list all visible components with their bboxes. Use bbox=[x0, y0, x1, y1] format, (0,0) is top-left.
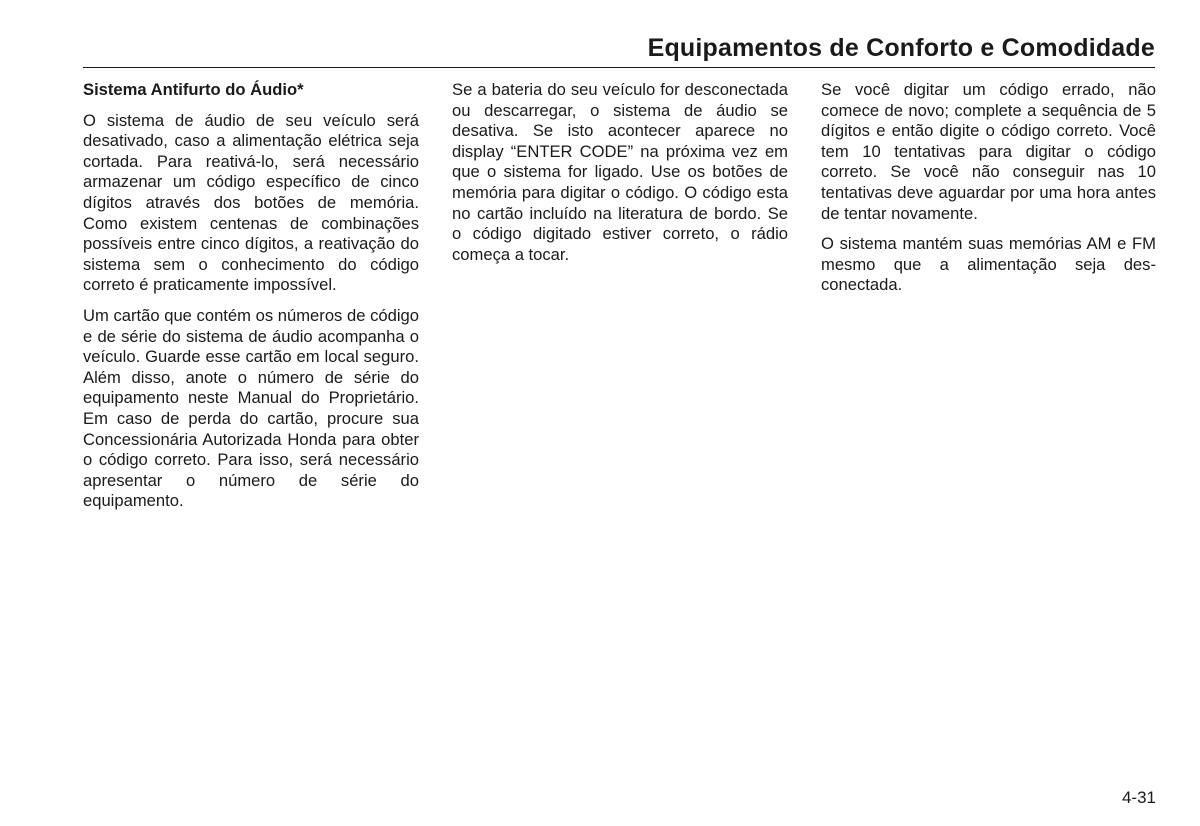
paragraph: O sistema mantém suas memórias AM e FM mesmo que a alimentação seja desconectada. bbox=[821, 234, 1156, 295]
section-heading: Sistema Antifurto do Áudio* bbox=[83, 80, 304, 99]
paragraph: Se você digitar um código errado, não comece de novo; complete a sequência de 5 dígitos e então digite o código correto. Você tem 10 tentativas para digitar o código correto. Se você não conseguir nas 10 tentativas deve aguardar por uma hora antes de tentar novamente. bbox=[821, 80, 1156, 223]
paragraph: Um cartão que contém os números de código e de série do sistema de áudio acompanha o veículo. Guarde esse cartão em local seguro. Além disso, anote o número de série do equipamento neste Manual do Proprietário. Em caso de perda do cartão, procure sua Concessionária Autorizada Honda para obter o código correto. Para isso, será necessário apresentar o número de série do equipamento. bbox=[83, 305, 419, 511]
column-left bbox=[83, 80, 419, 522]
paragraph: O sistema de áudio de seu veículo será desativado, caso a alimentação elétrica seja cortada. Para reativá-lo, será necessário armazenar um código específico de cinco dígitos através dos botões de memória. Como existem centenas de combinações possíveis entre cinco dígitos, a reativação do sistema sem o conhecimento do código correto é praticamente impossível. bbox=[83, 110, 419, 295]
page-title: Equipamentos de Conforto e Comodidade bbox=[647, 34, 1155, 62]
header-divider bbox=[83, 67, 1155, 68]
column-middle bbox=[452, 80, 788, 275]
column-right bbox=[821, 80, 1156, 306]
paragraph: Se a bateria do seu veículo for desconectada ou descarregar, o sistema de áudio se desativa. Se isto acontecer aparece no display “ENTER CODE” na próxima vez em que o sistema for ligado. Use os botões de memória para digitar o código. O código esta no cartão incluído na literatura de bordo. Se o código digitado estiver correto, o rádio começa a tocar. bbox=[452, 80, 788, 264]
page-number: 4-31 bbox=[1121, 788, 1156, 807]
